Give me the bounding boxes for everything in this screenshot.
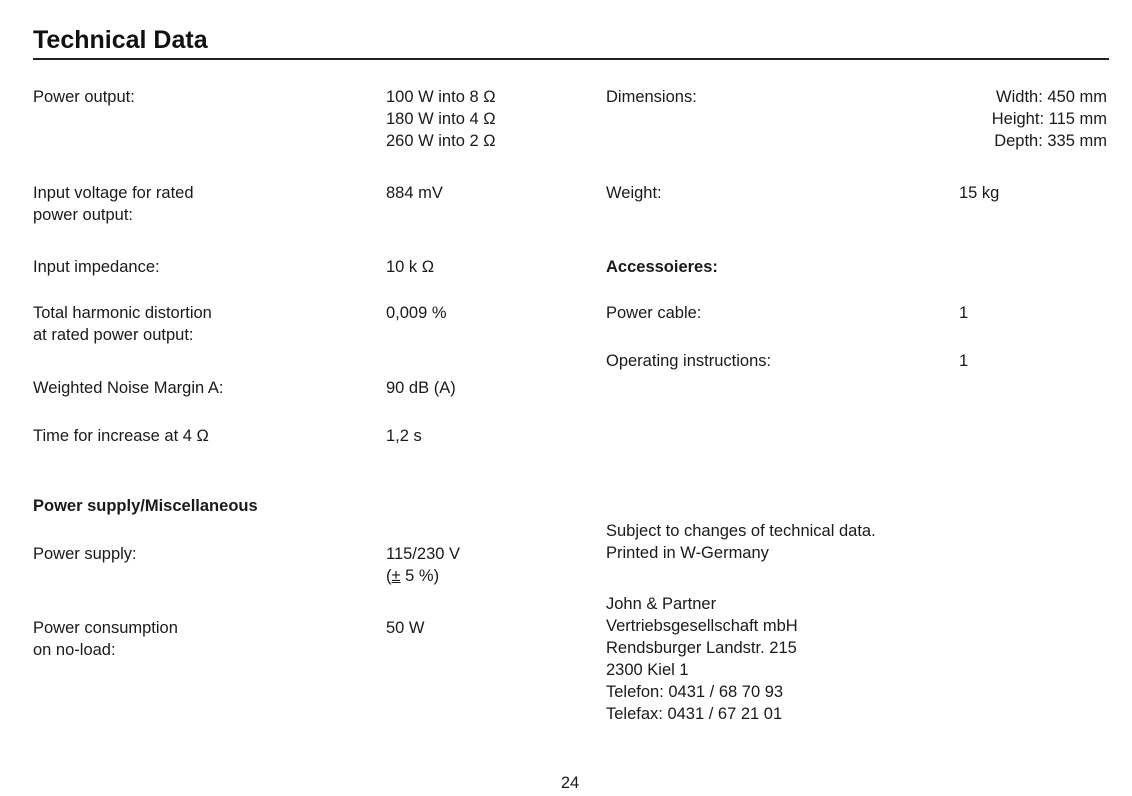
dimension-depth: Depth: 335 mm bbox=[994, 132, 1107, 150]
power-output-label: Power output: bbox=[33, 88, 135, 106]
page-number: 24 bbox=[560, 774, 580, 792]
tolerance-open: ( bbox=[386, 567, 392, 585]
accessories-heading: Accessoieres: bbox=[606, 258, 718, 276]
power-output-value: 100 W into 8 Ω bbox=[386, 88, 496, 106]
noise-margin-value: 90 dB (A) bbox=[386, 379, 456, 397]
technical-notice bbox=[606, 520, 876, 564]
dimension-width: Width: 450 mm bbox=[996, 88, 1107, 106]
input-voltage-value: 884 mV bbox=[386, 184, 443, 202]
power-output-values bbox=[386, 86, 496, 152]
power-cable-value: 1 bbox=[959, 304, 969, 322]
address-line: Telefon: 0431 / 68 70 93 bbox=[606, 683, 784, 701]
address-line: 2300 Kiel 1 bbox=[606, 661, 689, 679]
power-supply-values bbox=[386, 543, 460, 587]
thd-label-line: Total harmonic distortion bbox=[33, 304, 212, 322]
title-divider bbox=[33, 58, 1109, 60]
dimension-height: Height: 115 mm bbox=[991, 110, 1107, 128]
thd-label bbox=[33, 302, 212, 346]
input-impedance-label: Input impedance: bbox=[33, 258, 160, 276]
company-address bbox=[606, 593, 798, 725]
plus-minus-sign: ± bbox=[391, 567, 401, 585]
noise-margin-label: Weighted Noise Margin A: bbox=[33, 379, 224, 397]
input-voltage-label bbox=[33, 182, 194, 226]
power-supply-section-heading: Power supply/Miscellaneous bbox=[33, 497, 258, 515]
weight-value: 15 kg bbox=[959, 184, 1000, 202]
operating-instructions-value: 1 bbox=[959, 352, 969, 370]
power-consumption-label bbox=[33, 617, 178, 661]
power-consumption-value: 50 W bbox=[386, 619, 425, 637]
tolerance-value: 5 %) bbox=[400, 567, 440, 585]
power-output-value: 180 W into 4 Ω bbox=[386, 110, 496, 128]
input-voltage-label-line: Input voltage for rated bbox=[33, 184, 194, 202]
power-output-value: 260 W into 2 Ω bbox=[386, 132, 496, 150]
weight-label: Weight: bbox=[606, 184, 662, 202]
time-increase-label: Time for increase at 4 Ω bbox=[33, 427, 209, 445]
notice-line: Subject to changes of technical data. bbox=[606, 522, 876, 540]
address-line: Vertriebsgesellschaft mbH bbox=[606, 617, 798, 635]
time-increase-value: 1,2 s bbox=[386, 427, 422, 445]
address-line: John & Partner bbox=[606, 595, 717, 613]
power-consumption-label-line: Power consumption bbox=[33, 619, 178, 637]
input-impedance-value: 10 k Ω bbox=[386, 258, 435, 276]
address-line: Rendsburger Landstr. 215 bbox=[606, 639, 797, 657]
page-title: Technical Data bbox=[33, 26, 208, 54]
input-voltage-label-line: power output: bbox=[33, 206, 133, 224]
thd-value: 0,009 % bbox=[386, 304, 447, 322]
dimensions-values bbox=[992, 86, 1107, 152]
power-supply-value: 115/230 V bbox=[386, 545, 461, 563]
power-cable-label: Power cable: bbox=[606, 304, 702, 322]
notice-line: Printed in W-Germany bbox=[606, 544, 769, 562]
thd-label-line: at rated power output: bbox=[33, 326, 194, 344]
address-line: Telefax: 0431 / 67 21 01 bbox=[606, 705, 783, 723]
dimensions-label: Dimensions: bbox=[606, 88, 697, 106]
power-supply-label: Power supply: bbox=[33, 545, 137, 563]
operating-instructions-label: Operating instructions: bbox=[606, 352, 772, 370]
power-supply-tolerance bbox=[386, 565, 460, 587]
power-consumption-label-line: on no-load: bbox=[33, 641, 116, 659]
